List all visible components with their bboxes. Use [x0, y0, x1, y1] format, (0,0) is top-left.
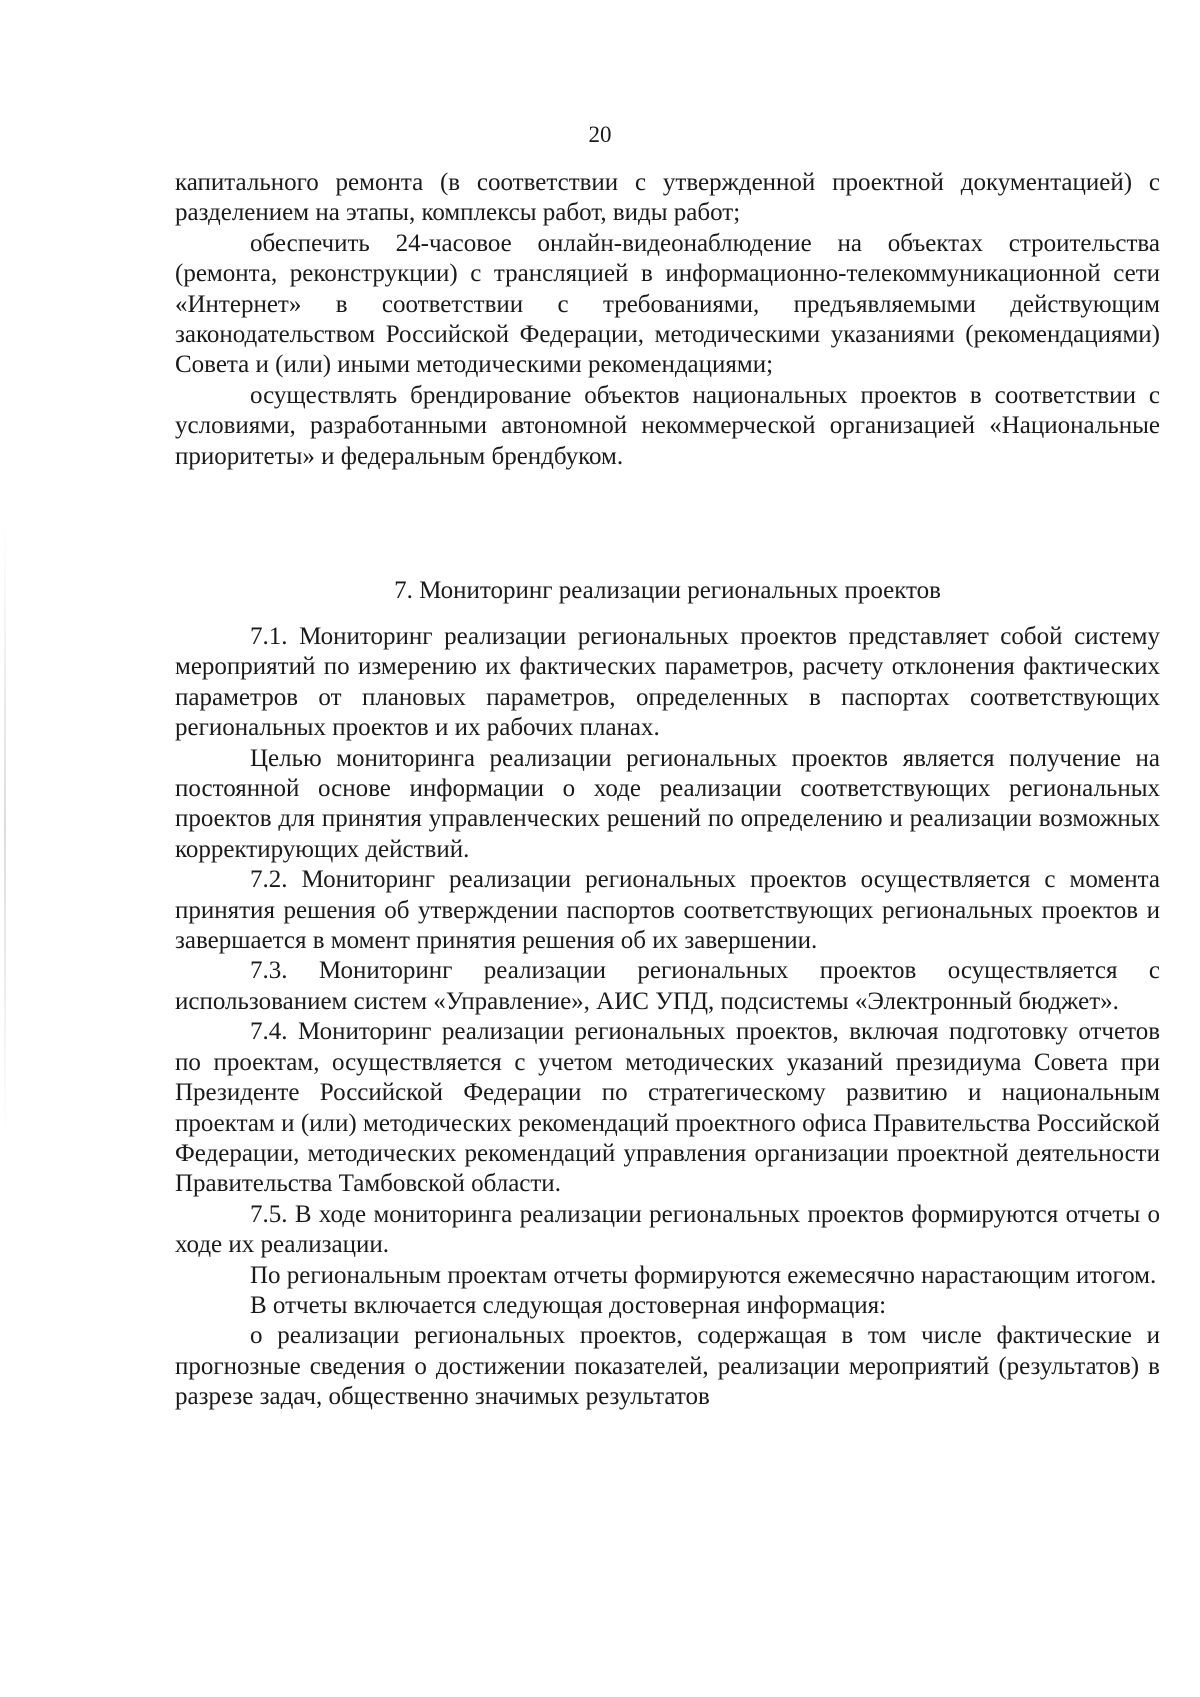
section-heading: 7. Мониторинг реализации региональных проектов [394, 577, 941, 604]
text-block-section-7 [175, 622, 1160, 1413]
paragraph: обеспечить 24-часовое онлайн-видеонаблюдение на объектах строительства (ремонта, реконструкции) с трансляцией в информационно-телекоммуникационной сети «Интернет» в соответствии с требованиями, предъявляемыми действующим законодательством Российской Федерации, методическими указаниями (рекомендациями) Совета и (или) иными методическими рекомендациями; [175, 229, 1160, 379]
paragraph: Целью мониторинга реализации региональных проектов является получение на постоянной основе информации о ходе реализации соответствующих региональных проектов для принятия управленческих решений по определению и реализации возможных корректирующих действий. [175, 744, 1160, 863]
paragraph: осуществлять брендирование объектов национальных проектов в соответствии с условиями, разработанными автономной некоммерческой организацией «Национальные приоритеты» и федеральным брендбуком. [175, 381, 1160, 470]
paragraph: 7.1. Мониторинг реализации региональных проектов представляет собой систему мероприятий по измерению их фактических параметров, расчету отклонения фактических параметров от плановых параметров, определенных в паспортах соответствующих региональных проектов и их рабочих планах. [175, 623, 1160, 742]
text-block-top [175, 168, 1160, 472]
paragraph: капитального ремонта (в соответствии с утвержденной проектной документацией) с разделением на этапы, комплексы работ, виды работ; [175, 169, 1160, 227]
page-number: 20 [588, 122, 612, 147]
paragraph: 7.5. В ходе мониторинга реализации региональных проектов формируются отчеты о ходе их реализации. [175, 1200, 1160, 1259]
scan-edge-artifact [4, 520, 6, 1140]
paragraph: В отчеты включается следующая достоверная информация: [250, 1291, 887, 1319]
paragraph: 7.2. Мониторинг реализации региональных проектов осуществляется с момента принятия решения об утверждении паспортов соответствующих региональных проектов и завершается в момент принятия решения об их завершении. [175, 866, 1160, 955]
paragraph: По региональным проектам отчеты формируются ежемесячно нарастающим итогом. [250, 1261, 1157, 1289]
paragraph: 7.3. Мониторинг реализации региональных проектов осуществляется с использованием систем «Управление», АИС УПД, подсистемы «Электронный бюджет». [175, 957, 1160, 1015]
paragraph: о реализации региональных проектов, содержащая в том числе фактические и прогнозные сведения о достижении показателей, реализации мероприятий (результатов) в разрезе задач, общественно значимых результатов [175, 1322, 1160, 1411]
paragraph: 7.4. Мониторинг реализации региональных проектов, включая подготовку отчетов по проектам, осуществляется с учетом методических указаний президиума Совета при Президенте Российской Федерации по стратегическому развитию и национальным проектам и (или) методических рекомендаций проектного офиса Правительства Российской Федерации, методических рекомендаций управления организации проектной деятельности Правительства Тамбовской области. [175, 1018, 1160, 1198]
